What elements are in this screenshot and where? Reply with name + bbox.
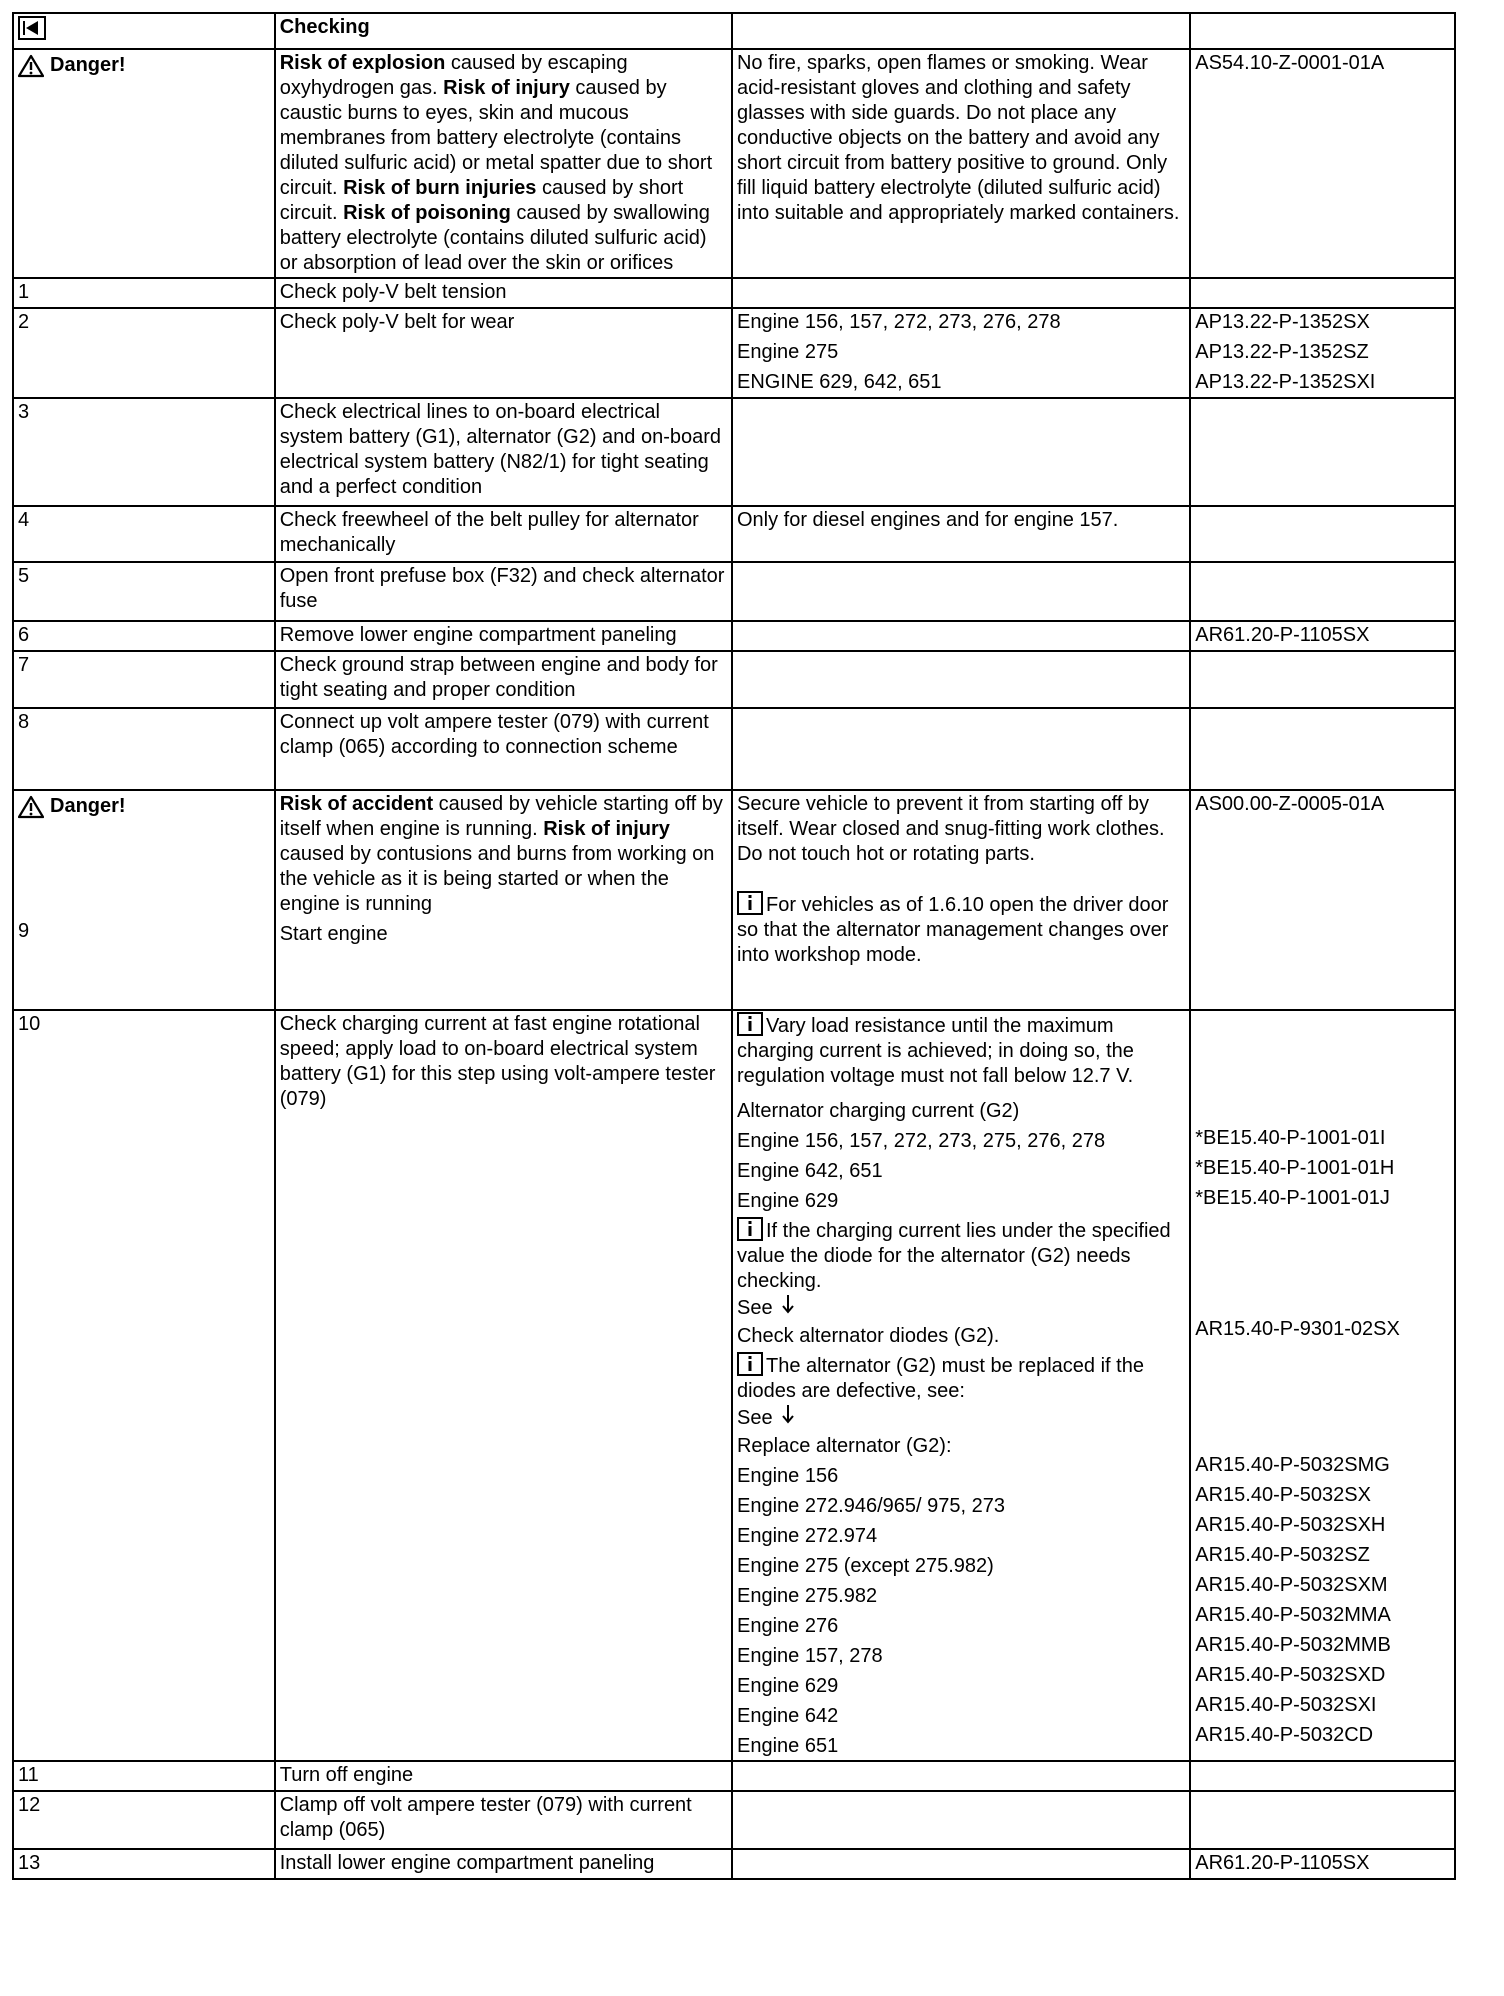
info-icon xyxy=(737,1012,763,1036)
engine-note: Engine 156, 157, 272, 273, 276, 278 xyxy=(736,311,1061,333)
procedure-table xyxy=(12,12,1456,1880)
engine-note: Engine 275.982 xyxy=(736,1585,878,1607)
info-note: Vary load resistance until the maximum charging current is achieved; in doing so, the regulation voltage must not fall below 12.7 V. xyxy=(737,1012,1185,1089)
step-text: Check poly-V belt tension xyxy=(275,278,732,308)
warning-triangle-icon xyxy=(18,795,44,819)
step-text: Check freewheel of the belt pulley for alternator mechanically xyxy=(275,506,732,562)
step10-refs xyxy=(1190,1010,1455,1761)
engine-note: Engine 629 xyxy=(736,1675,839,1697)
step-row xyxy=(13,1761,1455,1791)
step-text: Open front prefuse box (F32) and check alternator fuse xyxy=(275,562,732,621)
step-number: 8 xyxy=(13,708,275,790)
warning-triangle-icon xyxy=(18,54,44,78)
ref-link[interactable]: AR15.40-P-5032SXD xyxy=(1195,1664,1386,1686)
step-row xyxy=(13,708,1455,790)
step-number: 3 xyxy=(13,398,275,506)
engine-note: Engine 156 xyxy=(736,1465,839,1487)
ref-link[interactable]: *BE15.40-P-1001-01I xyxy=(1195,1127,1386,1149)
step-number: 10 xyxy=(13,1010,275,1761)
ref-link[interactable]: *BE15.40-P-1001-01J xyxy=(1195,1187,1390,1209)
info-note: The alternator (G2) must be replaced if the diodes are defective, see: xyxy=(737,1352,1185,1404)
danger-row-engine-start xyxy=(13,790,1455,1010)
step-number: 4 xyxy=(13,506,275,562)
charging-heading: Alternator charging current (G2) xyxy=(736,1100,1020,1122)
step-text: Turn off engine xyxy=(275,1761,732,1791)
engine-note: Engine 157, 278 xyxy=(736,1645,883,1667)
danger-measures: Secure vehicle to prevent it from starting off by itself. Wear closed and snug-fitting work clothes. Do not touch hot or rotating parts. xyxy=(736,793,1165,865)
step-number: 7 xyxy=(13,651,275,708)
step-text: Start engine xyxy=(279,923,388,945)
step-text: Check ground strap between engine and body for tight seating and proper condition xyxy=(275,651,732,708)
engine-note: Engine 275 (except 275.982) xyxy=(736,1555,994,1577)
step-number: 9 xyxy=(18,920,30,942)
ref-link[interactable]: AP13.22-P-1352SX xyxy=(1195,311,1370,333)
ref-link[interactable]: AR15.40-P-5032MMA xyxy=(1195,1604,1391,1626)
step-row xyxy=(13,506,1455,562)
engine-note: Engine 156, 157, 272, 273, 275, 276, 278 xyxy=(736,1130,1106,1152)
ref-link[interactable]: AR61.20-P-1105SX xyxy=(1190,1849,1455,1879)
step-text: Install lower engine compartment paneling xyxy=(275,1849,732,1879)
danger-label: Danger! xyxy=(18,792,270,819)
danger-row-battery xyxy=(13,49,1455,278)
check-diodes-text: Check alternator diodes (G2). xyxy=(736,1325,1000,1347)
step-text: Remove lower engine compartment paneling xyxy=(275,621,732,651)
step-text: Connect up volt ampere tester (079) with current clamp (065) according to connection scheme xyxy=(275,708,732,790)
step10-details xyxy=(732,1010,1190,1761)
danger-risk-text: Risk of explosion caused by escaping oxyhydrogen gas. Risk of injury caused by caustic burns to eyes, skin and mucous membranes from battery electrolyte (contains diluted sulfuric acid) or metal spatter due to short circuit. Risk of burn injuries caused by short circuit. Risk of poisoning caused by swallowing battery electrolyte (contains diluted sulfuric acid) or absorption of lead over the skin or orifices xyxy=(275,49,732,278)
info-icon xyxy=(737,891,763,915)
ref-link[interactable]: AR15.40-P-5032SX xyxy=(1195,1484,1371,1506)
step-text: Check poly-V belt for wear xyxy=(275,308,732,398)
step-row xyxy=(13,278,1455,308)
step-number: 5 xyxy=(13,562,275,621)
down-arrow-icon xyxy=(781,1294,795,1314)
ref-link[interactable]: AR61.20-P-1105SX xyxy=(1190,621,1455,651)
step-row xyxy=(13,398,1455,506)
ref-link[interactable]: AR15.40-P-5032SMG xyxy=(1195,1454,1390,1476)
step-row xyxy=(13,308,1455,398)
replace-heading: Replace alternator (G2): xyxy=(736,1435,952,1457)
step-number: 1 xyxy=(13,278,275,308)
step-row xyxy=(13,621,1455,651)
engine-note: Engine 272.974 xyxy=(736,1525,878,1547)
down-arrow-icon xyxy=(781,1404,795,1424)
danger-risk-text: Risk of accident caused by vehicle starting off by itself when engine is running. Risk of injury caused by contusions and burns from working on the vehicle as it is being started or when the engine is running xyxy=(279,793,723,915)
step-number: 13 xyxy=(13,1849,275,1879)
step-text: Check electrical lines to on-board electrical system battery (G1), alternator (G2) and on-board electrical system battery (N82/1) for tight seating and a perfect condition xyxy=(275,398,732,506)
ref-link[interactable]: AR15.40-P-5032SXM xyxy=(1195,1574,1388,1596)
step-number: 11 xyxy=(13,1761,275,1791)
step-row xyxy=(13,1791,1455,1849)
danger-ref-link[interactable]: AS00.00-Z-0005-01A xyxy=(1190,790,1455,1010)
engine-note: Engine 651 xyxy=(736,1735,839,1757)
step-number: 2 xyxy=(13,308,275,398)
see-link[interactable]: See xyxy=(737,1294,1185,1321)
engine-note: Engine 275 xyxy=(736,341,839,363)
see-link[interactable]: See xyxy=(737,1404,1185,1431)
ref-link[interactable]: *BE15.40-P-1001-01H xyxy=(1195,1157,1395,1179)
info-note: If the charging current lies under the specified value the diode for the alternator (G2) needs checking. xyxy=(737,1217,1185,1294)
header-row xyxy=(13,13,1455,49)
danger-measures: No fire, sparks, open flames or smoking. Wear acid-resistant gloves and clothing and safety glasses with side guards. Do not place any conductive objects on the battery and avoid any short circuit from battery positive to ground. Only fill liquid battery electrolyte (diluted sulfuric acid) into suitable and appropriately marked containers. xyxy=(732,49,1190,278)
engine-note: Engine 276 xyxy=(736,1615,839,1637)
back-cell xyxy=(13,13,275,49)
step-number: 6 xyxy=(13,621,275,651)
ref-link[interactable]: AP13.22-P-1352SZ xyxy=(1195,341,1369,363)
ref-link[interactable]: AR15.40-P-5032CD xyxy=(1195,1724,1374,1746)
ref-link[interactable]: AR15.40-P-9301-02SX xyxy=(1195,1318,1400,1340)
ref-link[interactable]: AR15.40-P-5032SXI xyxy=(1195,1694,1377,1716)
info-note: For vehicles as of 1.6.10 open the driver door so that the alternator management changes over into workshop mode. xyxy=(737,891,1185,968)
ref-link[interactable]: AR15.40-P-5032SXH xyxy=(1195,1514,1386,1536)
step-text: Check charging current at fast engine rotational speed; apply load to on-board electrical system battery (G1) for this step using volt-ampere tester (079) xyxy=(275,1010,732,1761)
section-title: Checking xyxy=(275,13,732,49)
engine-note: Engine 272.946/965/ 975, 273 xyxy=(736,1495,1006,1517)
step-note: Only for diesel engines and for engine 157. xyxy=(732,506,1190,562)
engine-note: ENGINE 629, 642, 651 xyxy=(736,371,942,393)
engine-note: Engine 642, 651 xyxy=(736,1160,883,1182)
danger-label: Danger! xyxy=(18,51,270,78)
step-row xyxy=(13,1010,1455,1761)
step-row xyxy=(13,562,1455,621)
step-row xyxy=(13,651,1455,708)
step-number: 12 xyxy=(13,1791,275,1849)
back-arrow-icon[interactable] xyxy=(18,16,46,40)
ref-link[interactable]: AR15.40-P-5032MMB xyxy=(1195,1634,1391,1656)
danger-ref-link[interactable]: AS54.10-Z-0001-01A xyxy=(1190,49,1455,278)
step-text: Clamp off volt ampere tester (079) with current clamp (065) xyxy=(275,1791,732,1849)
engine-note: Engine 629 xyxy=(736,1190,839,1212)
ref-link[interactable]: AR15.40-P-5032SZ xyxy=(1195,1544,1370,1566)
step-row xyxy=(13,1849,1455,1879)
ref-link[interactable]: AP13.22-P-1352SXI xyxy=(1195,371,1376,393)
info-icon xyxy=(737,1352,763,1376)
engine-note: Engine 642 xyxy=(736,1705,839,1727)
info-icon xyxy=(737,1217,763,1241)
